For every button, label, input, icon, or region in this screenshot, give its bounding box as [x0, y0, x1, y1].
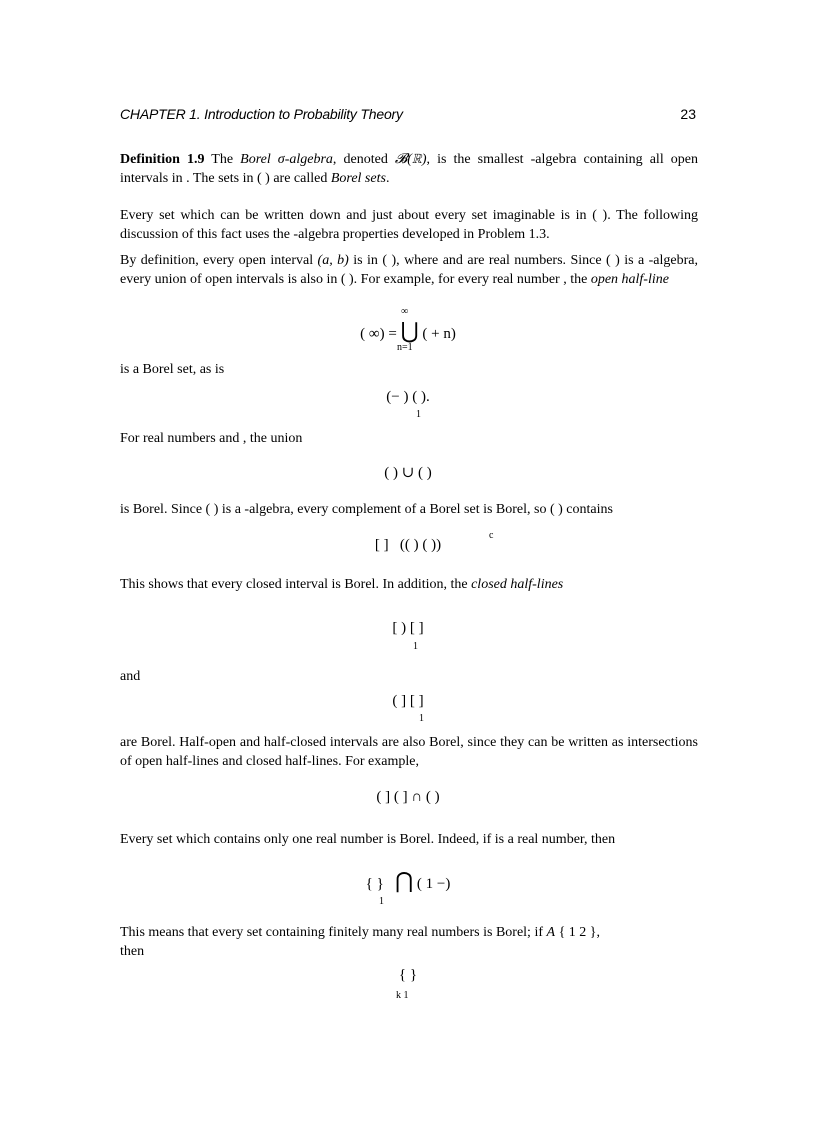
- eq4-sup: c: [489, 530, 494, 541]
- equation-4: [0, 537, 816, 554]
- eq6-sub: 1: [419, 713, 424, 724]
- equation-5: [ ) [ ]: [392, 620, 424, 636]
- eq8-b: ( 1 −): [416, 876, 451, 892]
- eq5-sub: 1: [413, 641, 418, 652]
- paragraph-half-open: are Borel. Half-open and half-closed intervals are also Borel, since they can be written as intersections of open half-lines and closed half-lines. For example,: [120, 735, 698, 769]
- equation-2: (− ) ( ).: [386, 389, 430, 405]
- p6-text-a: This shows that every closed interval is Borel. In addition, the: [120, 577, 472, 592]
- definition-text-a: The: [204, 152, 241, 167]
- p10-text-b: { 1 2 },: [555, 925, 601, 940]
- paragraph-real-numbers-union: For real numbers and , the union: [120, 431, 303, 446]
- p10-set-A: A: [546, 925, 556, 940]
- definition-term: Borel σ-algebra: [240, 152, 333, 167]
- definition-symbol: 𝓑(ℝ): [394, 152, 427, 167]
- paragraph-one-real-number: Every set which contains only one real number is Borel. Indeed, if is a real number, then: [120, 832, 616, 847]
- definition-term-borel-sets: Borel sets: [330, 171, 386, 186]
- eq1-sup: ∞: [401, 306, 409, 317]
- eq2-sub: 1: [416, 409, 421, 420]
- paragraph-borel-as-is: is a Borel set, as is: [120, 362, 225, 377]
- union-operator-icon: ⋃: [400, 318, 419, 343]
- equation-8: [0, 868, 816, 894]
- paragraph-open-interval: [120, 251, 698, 289]
- eq4-a: [ ]: [374, 537, 389, 553]
- p6-closed-half-lines: closed half-lines: [471, 577, 564, 592]
- eq1-rhs: ( + n): [422, 326, 456, 342]
- eq9-sub: k 1: [396, 990, 409, 1001]
- paragraph-finitely-many: [120, 923, 698, 961]
- page-number: 23: [680, 106, 696, 122]
- p2-text-b: is in ( ), where and are real numbers. Since ( ) is a -algebra, every union of open intervals is also in ( ). For example, for every real number , the: [120, 253, 698, 287]
- p2-interval-ab: (a, b): [317, 253, 349, 268]
- definition-text-b: , denoted: [332, 152, 395, 167]
- equation-3: ( ) ∪ ( ): [384, 465, 432, 481]
- eq1-sub: n=1: [397, 342, 413, 353]
- paragraph-is-borel-since: is Borel. Since ( ) is a -algebra, every complement of a Borel set is Borel, so ( ) contains: [120, 502, 613, 517]
- definition-label: Definition 1.9: [120, 152, 205, 167]
- definition-text-c: , is the smallest -algebra containing all open intervals in . The sets in ( ) are called: [120, 152, 699, 186]
- p2-text-a: By definition, every open interval: [120, 253, 318, 268]
- paragraph-and: and: [120, 669, 141, 684]
- paragraph-every-set: Every set which can be written down and just about every set imaginable is in ( ). The following discussion of this fact uses the -algebra properties developed in Problem 1.3.: [120, 208, 698, 242]
- running-header-chapter: CHAPTER 1. Introduction to Probability Theory: [120, 106, 403, 122]
- equation-6: ( ] [ ]: [392, 693, 424, 709]
- equation-open-half-line-union: [0, 318, 816, 344]
- definition-text-d: .: [385, 171, 390, 186]
- eq1-lhs: ( ∞) =: [360, 326, 397, 342]
- eq8-a: { }: [365, 876, 384, 892]
- p10-then: then: [120, 944, 145, 959]
- definition-1-9: [120, 150, 698, 188]
- eq4-b: (( ) ( )): [399, 537, 442, 553]
- equation-7: ( ] ( ] ∩ ( ): [376, 789, 440, 805]
- intersection-operator-icon: ⋂: [395, 868, 414, 893]
- equation-9: { }: [398, 967, 418, 983]
- p10-text-a: This means that every set containing finitely many real numbers is Borel; if: [120, 925, 547, 940]
- eq8-sub: 1: [379, 896, 384, 907]
- p2-open-half-line: open half-line: [590, 272, 669, 287]
- paragraph-closed-interval: [120, 575, 698, 594]
